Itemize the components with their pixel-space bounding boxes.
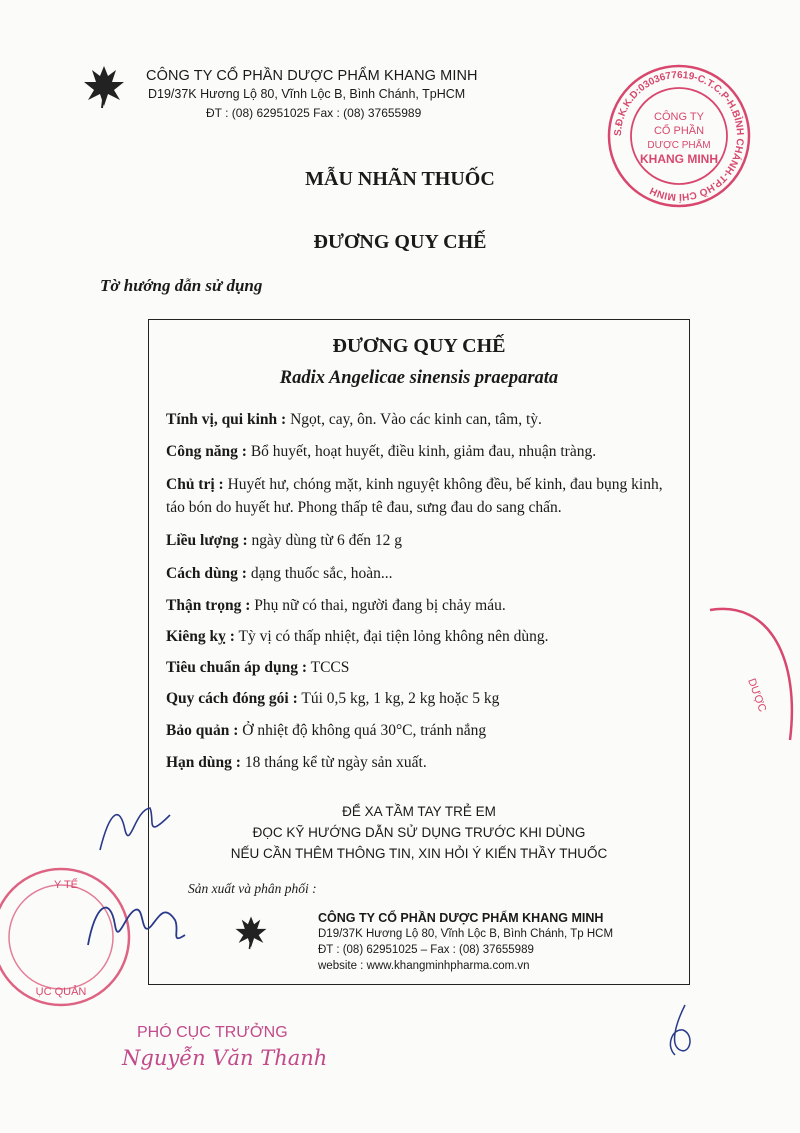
row-text: Huyết hư, chóng mặt, kinh nguyệt không đều, bế kinh, đau bụng kinh, táo bón do huyết hư. Phong thấp tê đau, sưng đau do sang chấn. xyxy=(166,476,663,516)
document-type: Tờ hướng dẫn sử dụng xyxy=(100,276,263,295)
warning-line: ĐỂ XA TẦM TAY TRẺ EM xyxy=(342,804,496,819)
row-label: Bảo quản : xyxy=(166,722,239,739)
row-label: Chủ trị : xyxy=(166,476,224,493)
row-text: ngày dùng từ 6 đến 12 g xyxy=(247,532,402,549)
row-label: Thận trọng : xyxy=(166,597,251,614)
row-label: Kiêng kỵ : xyxy=(166,628,235,645)
leaflet-row xyxy=(166,594,682,617)
leaflet-row xyxy=(166,473,682,519)
row-text: Phụ nữ có thai, người đang bị chảy máu. xyxy=(250,597,506,614)
leaflet-row xyxy=(166,440,682,463)
row-text: 18 tháng kể từ ngày sản xuất. xyxy=(240,754,427,771)
stamp-line3: DƯỢC PHẨM xyxy=(647,140,711,151)
footer-logo-icon xyxy=(234,912,268,952)
row-text: Bổ huyết, hoạt huyết, điều kinh, giảm đau, nhuận tràng. xyxy=(246,443,597,460)
row-text: Ngọt, cay, ôn. Vào các kinh can, tâm, tỳ. xyxy=(286,411,542,428)
footer-company-name: CÔNG TY CỔ PHẦN DƯỢC PHẨM KHANG MINH xyxy=(318,911,604,925)
leaflet-row xyxy=(166,656,682,679)
warning-line: NẾU CẦN THÊM THÔNG TIN, XIN HỎI Ý KIẾN THẦY THUỐC xyxy=(230,846,608,861)
row-label: Tiêu chuẩn áp dụng : xyxy=(166,659,307,676)
row-label: Cách dùng : xyxy=(166,565,247,582)
officer-title: PHÓ CỤC TRƯỞNG xyxy=(137,1024,288,1041)
stamp-line1: CÔNG TY xyxy=(654,111,704,123)
row-text: Ở nhiệt độ không quá 30°C, tránh nắng xyxy=(238,722,487,739)
header-company-name: CÔNG TY CỔ PHẦN DƯỢC PHẨM KHANG MINH xyxy=(146,68,478,84)
officer-signature xyxy=(80,885,190,965)
leaflet-title: ĐƯƠNG QUY CHẾ xyxy=(332,335,506,357)
stamp-line4: KHANG MINH xyxy=(640,152,718,166)
leaflet-row xyxy=(166,687,682,710)
row-text: TCCS xyxy=(307,659,350,676)
row-text: Túi 0,5 kg, 1 kg, 2 kg hoặc 5 kg xyxy=(297,690,500,707)
footer-website: website : www.khangminhpharma.com.vn xyxy=(318,960,530,972)
company-logo-icon xyxy=(82,62,126,110)
warning-line: ĐỌC KỸ HƯỚNG DẪN SỬ DỤNG TRƯỚC KHI DÙNG xyxy=(252,825,586,840)
leaflet-row xyxy=(166,625,682,648)
row-label: Công năng : xyxy=(166,443,247,460)
header-address: D19/37K Hương Lộ 80, Vĩnh Lộc B, Bình Chánh, TpHCM xyxy=(148,87,466,101)
made-by-label: Sản xuất và phân phối : xyxy=(188,881,317,896)
header-phone: ĐT : (08) 62951025 Fax : (08) 37655989 xyxy=(206,106,422,120)
leaflet-latin-name: Radix Angelicae sinensis praeparata xyxy=(279,368,559,388)
leaflet-row xyxy=(166,529,682,552)
initials-mark xyxy=(655,1000,705,1060)
leaflet-row xyxy=(166,562,682,585)
stamp-ring-text: S.Đ.K.K.D:0303677619-C.T.C.P-H.BÌNH CHÁNH-TP.HỒ CHÍ MINH xyxy=(612,69,746,203)
officer-name: Nguyễn Văn Thanh xyxy=(122,1046,328,1070)
row-label: Quy cách đóng gói : xyxy=(166,690,298,707)
footer-phone: ĐT : (08) 62951025 – Fax : (08) 37655989 xyxy=(318,944,534,956)
leaflet-row xyxy=(166,408,682,431)
stamp-line2: CỔ PHẦN xyxy=(653,125,705,137)
side-stamp xyxy=(690,600,800,750)
row-label: Hạn dùng : xyxy=(166,754,241,771)
row-label: Liều lượng : xyxy=(166,532,248,549)
signature-mark xyxy=(95,800,175,860)
leaflet-row xyxy=(166,719,682,742)
seal-bottom-text: ỤC QUẢN xyxy=(35,986,87,998)
seal-top-text: Y TẾ xyxy=(53,879,79,891)
row-label: Tính vị, qui kinh : xyxy=(166,411,287,428)
leaflet-row xyxy=(166,751,682,774)
product-title: ĐƯƠNG QUY CHẾ xyxy=(313,231,487,253)
document-title: MẪU NHÃN THUỐC xyxy=(305,168,495,190)
side-stamp-text: DƯỢC xyxy=(745,676,769,714)
row-text: Tỳ vị có thấp nhiệt, đại tiện lỏng không nên dùng. xyxy=(234,628,549,645)
footer-address: D19/37K Hương Lộ 80, Vĩnh Lộc B, Bình Chánh, Tp HCM xyxy=(318,928,614,940)
row-text: dạng thuốc sắc, hoàn... xyxy=(246,565,393,582)
